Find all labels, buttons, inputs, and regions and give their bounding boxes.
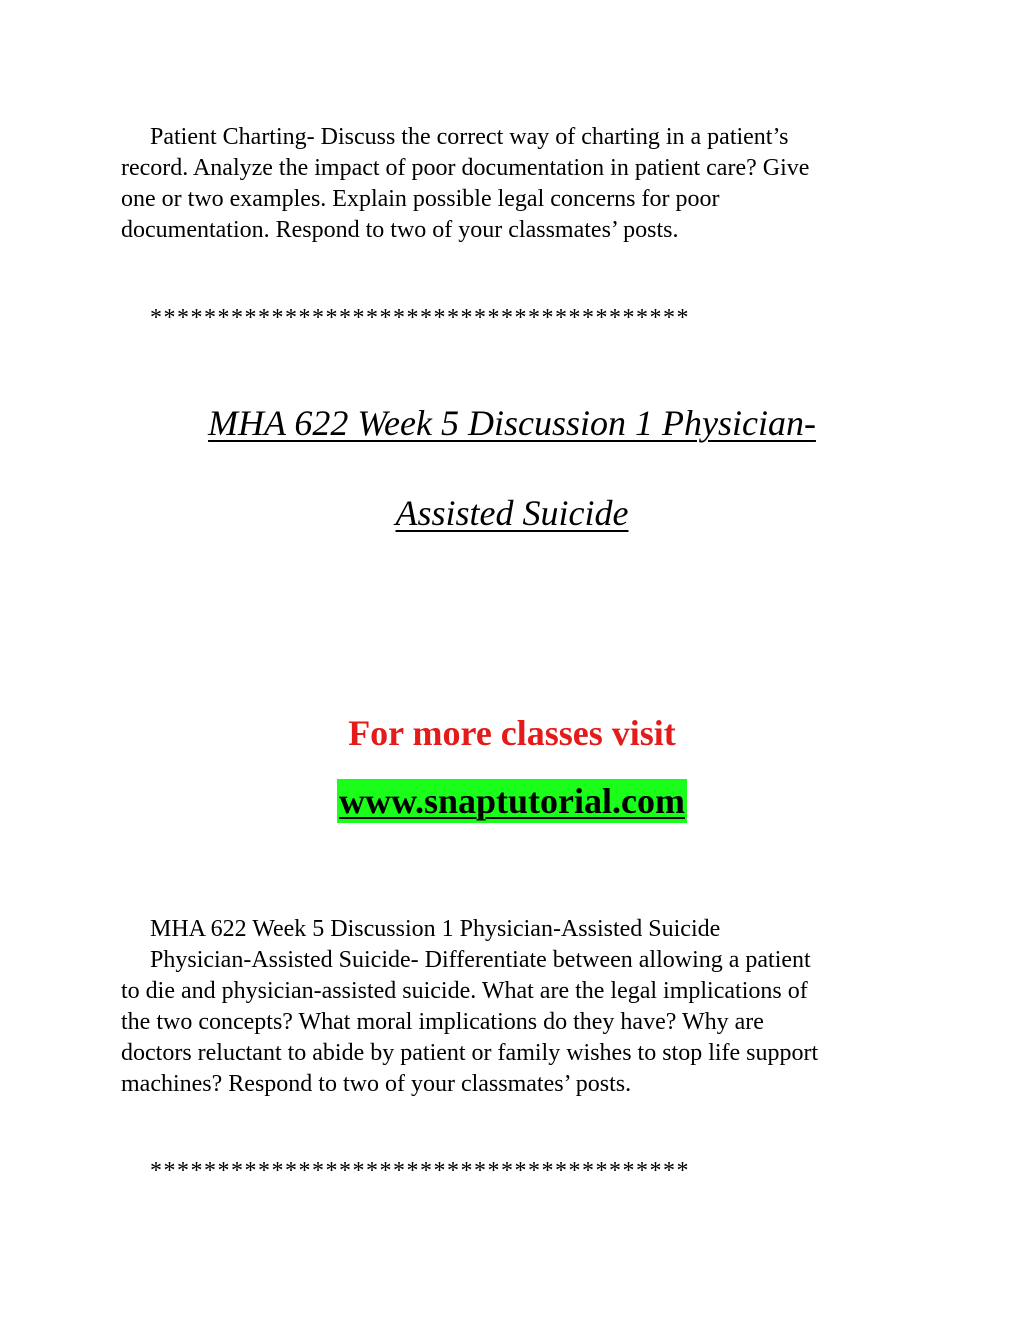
intro-line: documentation. Respond to two of your classmates’ posts.	[121, 217, 679, 243]
intro-line: record. Analyze the impact of poor documentation in patient care? Give	[121, 155, 810, 181]
title-text: MHA 622 Week 5 Discussion 1 Physician-	[208, 403, 816, 443]
promo-link-wrapper	[0, 779, 1024, 823]
body-paragraph	[121, 914, 911, 1100]
intro-paragraph	[121, 122, 911, 246]
body-line: Physician-Assisted Suicide- Differentiate between allowing a patient	[150, 947, 811, 973]
snaptutorial-link[interactable]: www.snaptutorial.com	[338, 781, 685, 821]
body-heading: MHA 622 Week 5 Discussion 1 Physician-Assisted Suicide	[150, 916, 721, 942]
body-line: to die and physician-assisted suicide. What are the legal implications of	[121, 978, 808, 1004]
intro-line: one or two examples. Explain possible legal concerns for poor	[121, 186, 720, 212]
title-text: Assisted Suicide	[395, 493, 629, 533]
body-line: the two concepts? What moral implications do they have? Why are	[121, 1009, 764, 1035]
body-line: doctors reluctant to abide by patient or family wishes to stop life support	[121, 1040, 819, 1066]
intro-line: Patient Charting- Discuss the correct way of charting in a patient’s	[150, 124, 789, 150]
separator-top: ****************************************	[150, 305, 690, 331]
separator-bottom: ****************************************	[150, 1158, 690, 1184]
promo-text: For more classes visit	[348, 713, 676, 753]
document-title-line-2	[0, 493, 1024, 533]
document-title-line-1	[0, 403, 1024, 443]
body-line: machines? Respond to two of your classmates’ posts.	[121, 1071, 632, 1097]
